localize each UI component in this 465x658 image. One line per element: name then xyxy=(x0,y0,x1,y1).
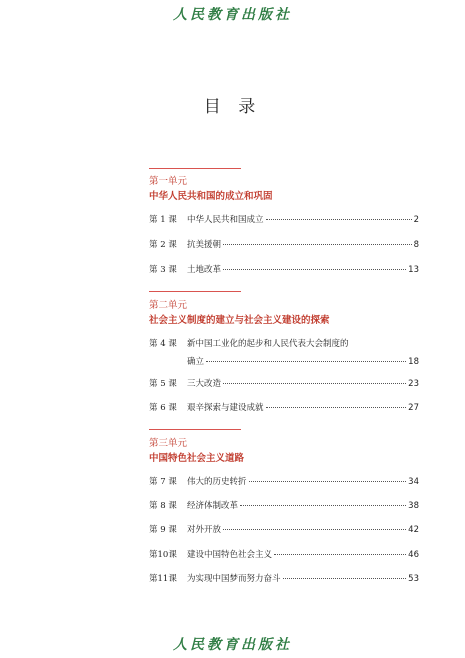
toc-entry[interactable] xyxy=(149,238,419,250)
toc-entry[interactable] xyxy=(149,572,419,584)
page-number: 53 xyxy=(408,574,419,584)
lesson-number: 第10课 xyxy=(149,550,177,560)
toc-entry[interactable] xyxy=(149,263,419,275)
lesson-number: 第 7 课 xyxy=(149,477,177,487)
dot-leader xyxy=(223,244,412,245)
lesson-title: 经济体制改革 xyxy=(187,501,239,511)
lesson-title: 伟大的历史转折 xyxy=(187,477,247,487)
dot-leader xyxy=(223,269,406,270)
page-title: 目 录 xyxy=(203,97,262,117)
page-number: 42 xyxy=(408,525,419,535)
dot-leader xyxy=(206,361,406,362)
lesson-title-continued: 确立 xyxy=(187,357,205,367)
dot-leader xyxy=(266,407,407,408)
lesson-title: 中华人民共和国成立 xyxy=(187,215,264,225)
lesson-title: 土地改革 xyxy=(187,265,222,275)
toc-entry[interactable] xyxy=(149,377,419,389)
lesson-number: 第 4 课 xyxy=(149,339,177,349)
page-number: 18 xyxy=(408,357,419,367)
dot-leader xyxy=(266,219,412,220)
dot-leader xyxy=(249,481,407,482)
unit-title: 中华人民共和国的成立和巩固 xyxy=(149,191,273,202)
lesson-number: 第11课 xyxy=(149,574,177,584)
unit-title: 中国特色社会主义道路 xyxy=(149,453,245,464)
page-number: 46 xyxy=(408,550,419,560)
lesson-number: 第 1 课 xyxy=(149,215,177,225)
unit-label: 第三单元 xyxy=(149,438,188,449)
lesson-number: 第 9 课 xyxy=(149,525,177,535)
dot-leader xyxy=(240,505,406,506)
lesson-number: 第 5 课 xyxy=(149,379,177,389)
unit-divider xyxy=(149,429,241,430)
dot-leader xyxy=(283,578,407,579)
toc-entry[interactable] xyxy=(149,499,419,511)
toc-entry[interactable] xyxy=(149,401,419,413)
page-number: 38 xyxy=(408,501,419,511)
page-number: 27 xyxy=(408,403,419,413)
unit-label: 第二单元 xyxy=(149,300,188,311)
lesson-title: 新中国工业化的起步和人民代表大会制度的 xyxy=(187,339,349,349)
lesson-title: 对外开放 xyxy=(187,525,222,535)
lesson-title: 为实现中国梦而努力奋斗 xyxy=(187,574,281,584)
lesson-title: 建设中国特色社会主义 xyxy=(187,550,273,560)
page-number: 2 xyxy=(413,215,419,225)
toc-entry[interactable] xyxy=(149,475,419,487)
publisher-logo-top: 人民教育出版社 xyxy=(173,7,292,23)
publisher-logo-bottom: 人民教育出版社 xyxy=(173,637,292,653)
unit-label: 第一单元 xyxy=(149,176,188,187)
dot-leader xyxy=(223,383,406,384)
lesson-number: 第 8 课 xyxy=(149,501,177,511)
toc-entry[interactable] xyxy=(149,548,419,560)
page-number: 34 xyxy=(408,477,419,487)
lesson-title: 艰辛探索与建设成就 xyxy=(187,403,264,413)
lesson-number: 第 3 课 xyxy=(149,265,177,275)
toc-entry[interactable] xyxy=(149,523,419,535)
unit-divider xyxy=(149,168,241,169)
unit-title: 社会主义制度的建立与社会主义建设的探索 xyxy=(149,315,330,326)
dot-leader xyxy=(274,554,406,555)
page-number: 13 xyxy=(408,265,419,275)
toc-entry[interactable] xyxy=(149,213,419,225)
page-number: 8 xyxy=(413,240,419,250)
unit-divider xyxy=(149,291,241,292)
lesson-title: 抗美援朝 xyxy=(187,240,222,250)
dot-leader xyxy=(223,529,406,530)
lesson-number: 第 6 课 xyxy=(149,403,177,413)
lesson-number: 第 2 课 xyxy=(149,240,177,250)
page-number: 23 xyxy=(408,379,419,389)
toc-entry[interactable] xyxy=(149,337,419,367)
lesson-title: 三大改造 xyxy=(187,379,222,389)
